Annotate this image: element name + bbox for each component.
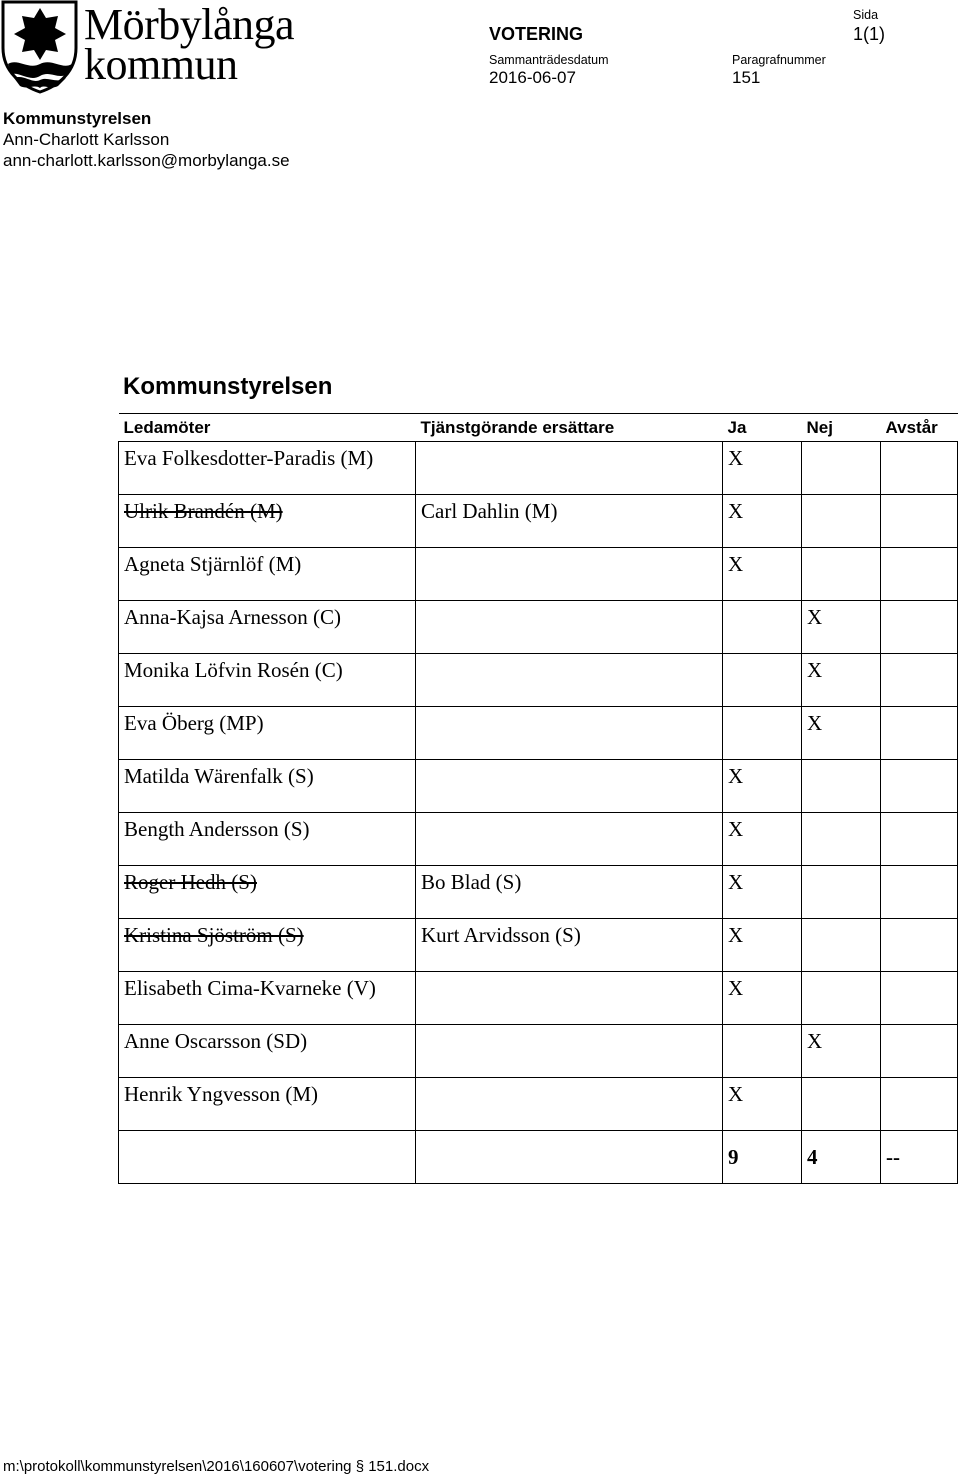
vote-yes xyxy=(723,654,802,707)
vote-no: X xyxy=(802,707,881,760)
logo-name-line2: kommun xyxy=(84,40,238,89)
column-header-substitute: Tjänstgörande ersättare xyxy=(416,414,723,442)
column-header-yes: Ja xyxy=(723,414,802,442)
vote-no xyxy=(802,1078,881,1131)
vote-yes: X xyxy=(723,813,802,866)
substitute-name xyxy=(416,972,723,1025)
member-name: Henrik Yngvesson (M) xyxy=(119,1078,416,1131)
vote-no xyxy=(802,972,881,1025)
vote-table xyxy=(118,413,958,1184)
file-path: m:\protokoll\kommunstyrelsen\2016\160607\votering § 151.docx xyxy=(3,1458,430,1475)
vote-yes: X xyxy=(723,442,802,495)
substitute-name: Bo Blad (S) xyxy=(416,866,723,919)
logo-name-line1: Mörbylånga xyxy=(84,0,295,49)
table-row xyxy=(119,442,958,495)
vote-abstain xyxy=(881,601,958,654)
vote-abstain xyxy=(881,707,958,760)
sender-org: Kommunstyrelsen xyxy=(3,109,152,128)
vote-yes xyxy=(723,707,802,760)
vote-abstain xyxy=(881,654,958,707)
table-row xyxy=(119,760,958,813)
vote-yes xyxy=(723,1025,802,1078)
vote-abstain xyxy=(881,495,958,548)
substitute-name xyxy=(416,548,723,601)
table-row xyxy=(119,548,958,601)
member-name: Bength Andersson (S) xyxy=(119,813,416,866)
substitute-name: Kurt Arvidsson (S) xyxy=(416,919,723,972)
totals-empty-2 xyxy=(416,1131,723,1184)
vote-abstain xyxy=(881,866,958,919)
municipality-logo xyxy=(0,0,295,95)
table-row xyxy=(119,1078,958,1131)
substitute-name xyxy=(416,707,723,760)
vote-no: X xyxy=(802,654,881,707)
column-header-no: Nej xyxy=(802,414,881,442)
vote-abstain xyxy=(881,972,958,1025)
vote-no xyxy=(802,919,881,972)
vote-no: X xyxy=(802,1025,881,1078)
table-header-row xyxy=(119,414,958,442)
member-name: Anna-Kajsa Arnesson (C) xyxy=(119,601,416,654)
section-title: Kommunstyrelsen xyxy=(123,373,333,400)
sender-name: Ann-Charlott Karlsson xyxy=(3,130,170,149)
table-row xyxy=(119,601,958,654)
substitute-name: Carl Dahlin (M) xyxy=(416,495,723,548)
table-row xyxy=(119,866,958,919)
member-name: Anne Oscarsson (SD) xyxy=(119,1025,416,1078)
vote-yes: X xyxy=(723,972,802,1025)
totals-row xyxy=(119,1131,958,1184)
member-name: Monika Löfvin Rosén (C) xyxy=(119,654,416,707)
member-name: Ulrik Brandén (M) xyxy=(119,495,416,548)
vote-abstain xyxy=(881,1025,958,1078)
substitute-name xyxy=(416,601,723,654)
member-name: Agneta Stjärnlöf (M) xyxy=(119,548,416,601)
page-number: 1(1) xyxy=(853,24,886,44)
vote-abstain xyxy=(881,760,958,813)
vote-no xyxy=(802,442,881,495)
substitute-name xyxy=(416,1078,723,1131)
table-row xyxy=(119,972,958,1025)
total-abstain: -- xyxy=(881,1131,958,1184)
substitute-name xyxy=(416,442,723,495)
vote-no xyxy=(802,866,881,919)
vote-yes: X xyxy=(723,1078,802,1131)
vote-yes: X xyxy=(723,866,802,919)
paragraph-number: 151 xyxy=(732,68,761,87)
vote-abstain xyxy=(881,442,958,495)
vote-yes xyxy=(723,601,802,654)
vote-yes: X xyxy=(723,760,802,813)
total-no: 4 xyxy=(802,1131,881,1184)
member-name: Eva Öberg (MP) xyxy=(119,707,416,760)
member-name: Elisabeth Cima-Kvarneke (V) xyxy=(119,972,416,1025)
vote-no xyxy=(802,495,881,548)
table-row xyxy=(119,654,958,707)
meeting-date: 2016-06-07 xyxy=(489,68,576,87)
vote-no: X xyxy=(802,601,881,654)
totals-empty-1 xyxy=(119,1131,416,1184)
substitute-name xyxy=(416,760,723,813)
table-row xyxy=(119,495,958,548)
page-label: Sida xyxy=(853,8,879,22)
member-name: Matilda Wärenfalk (S) xyxy=(119,760,416,813)
substitute-name xyxy=(416,1025,723,1078)
member-name: Kristina Sjöström (S) xyxy=(119,919,416,972)
vote-no xyxy=(802,548,881,601)
column-header-abstain: Avstår xyxy=(881,414,958,442)
column-header-members: Ledamöter xyxy=(119,414,416,442)
vote-yes: X xyxy=(723,495,802,548)
substitute-name xyxy=(416,654,723,707)
sender-block xyxy=(3,108,290,171)
vote-abstain xyxy=(881,813,958,866)
table-row xyxy=(119,919,958,972)
member-name: Roger Hedh (S) xyxy=(119,866,416,919)
table-row xyxy=(119,1025,958,1078)
member-name: Eva Folkesdotter-Paradis (M) xyxy=(119,442,416,495)
substitute-name xyxy=(416,813,723,866)
sender-email: ann-charlott.karlsson@morbylanga.se xyxy=(3,151,290,170)
table-row xyxy=(119,813,958,866)
vote-abstain xyxy=(881,1078,958,1131)
vote-abstain xyxy=(881,919,958,972)
table-row xyxy=(119,707,958,760)
coat-of-arms-icon xyxy=(0,0,84,95)
total-yes: 9 xyxy=(723,1131,802,1184)
vote-yes: X xyxy=(723,548,802,601)
vote-abstain xyxy=(881,548,958,601)
vote-no xyxy=(802,813,881,866)
paragraph-label: Paragrafnummer xyxy=(732,53,826,67)
vote-yes: X xyxy=(723,919,802,972)
document-type: VOTERING xyxy=(489,24,584,44)
vote-no xyxy=(802,760,881,813)
meeting-date-label: Sammanträdesdatum xyxy=(489,53,609,67)
